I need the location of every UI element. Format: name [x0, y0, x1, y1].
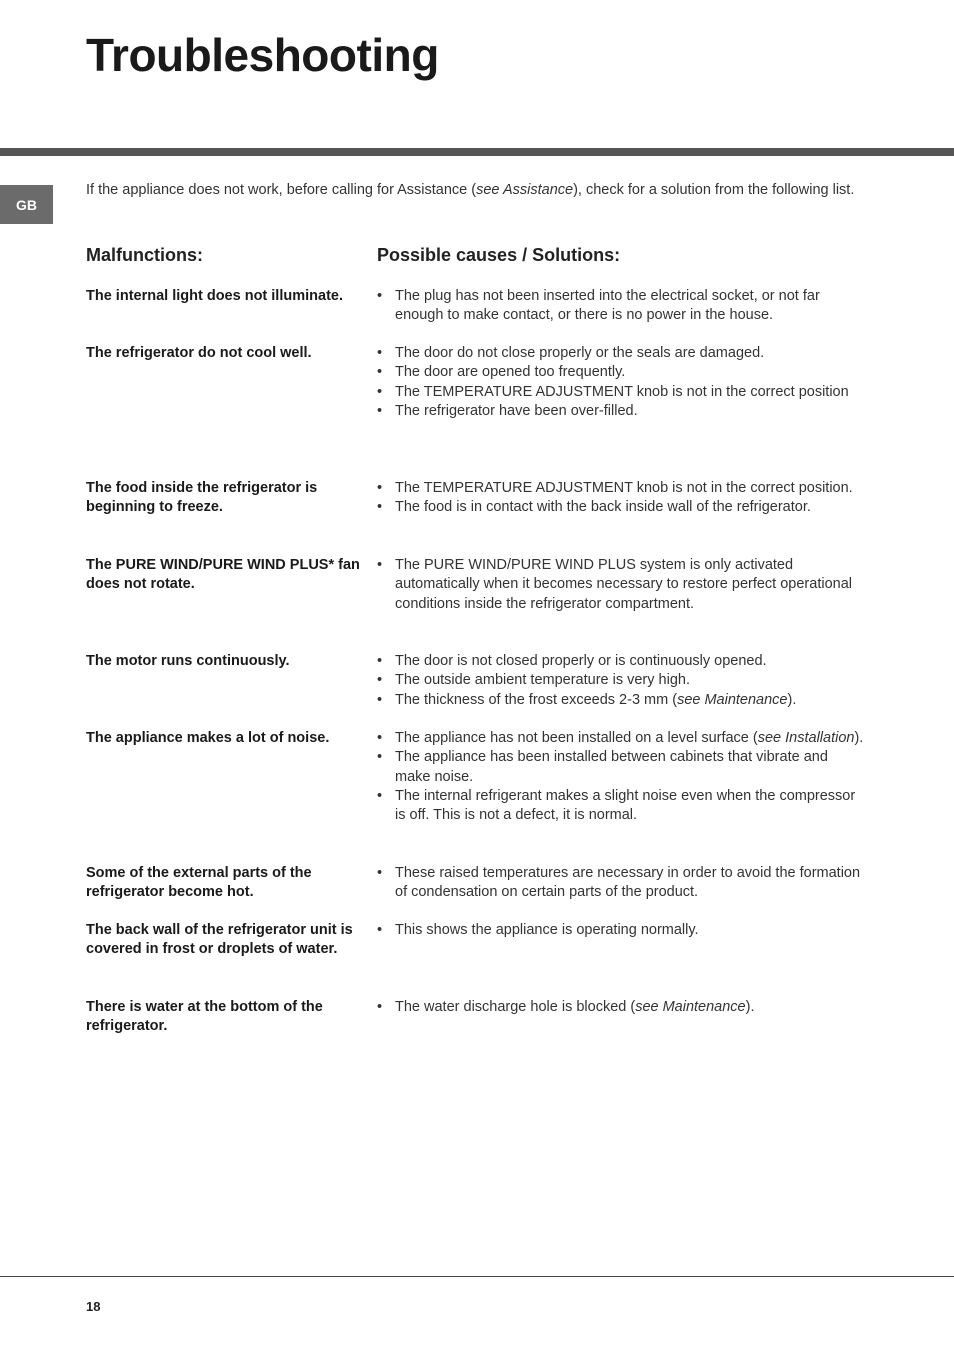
malfunction-text: The internal light does not illuminate. [86, 288, 343, 304]
cause-item: • These raised temperatures are necessary in order to avoid the formation of condensation on certain parts of the product. [377, 864, 867, 903]
causes-list [377, 921, 867, 940]
causes-list [377, 344, 867, 421]
cause-item [377, 998, 867, 1017]
header-divider [0, 148, 954, 156]
cause-item: • This shows the appliance is operating normally. [377, 921, 867, 940]
intro-text-end: ), check for a solution from the following list. [573, 182, 855, 198]
footer-divider [0, 1276, 954, 1277]
intro-text [86, 182, 854, 198]
malfunction-text: The appliance makes a lot of noise. [86, 730, 330, 746]
causes-list [377, 998, 867, 1017]
causes-list [377, 864, 867, 903]
cause-item [377, 691, 867, 710]
malfunction-text: The refrigerator do not cool well. [86, 345, 312, 361]
cause-reference: see Maintenance [635, 999, 746, 1015]
page-number: 18 [86, 1299, 101, 1314]
cause-item: • The door are opened too frequently. [377, 363, 867, 382]
malfunction-text: There is water at the bottom of the refrigerator. [86, 999, 323, 1035]
cause-item: • The outside ambient temperature is very high. [377, 671, 867, 690]
malfunction-text: The PURE WIND/PURE WIND PLUS* fan does not rotate. [86, 557, 360, 593]
malfunction-text: The back wall of the refrigerator unit is covered in frost or droplets of water. [86, 922, 353, 958]
cause-text: The thickness of the frost exceeds 2-3 mm ( [395, 691, 678, 708]
causes-list [377, 556, 867, 614]
cause-reference: see Installation [757, 730, 855, 746]
cause-text: The water discharge hole is blocked ( [395, 999, 636, 1015]
causes-list [377, 287, 867, 326]
cause-item: • The appliance has been installed between cabinets that vibrate and make noise. [377, 748, 867, 787]
language-tab: GB [0, 185, 53, 224]
causes-list [377, 729, 867, 825]
malfunctions-heading: Malfunctions: [86, 245, 203, 265]
cause-item: • The plug has not been inserted into the electrical socket, or not far enough to make contact, or there is no power in the house. [377, 287, 867, 326]
causes-list [377, 652, 867, 710]
cause-text-end: ). [745, 999, 755, 1015]
cause-item: • The TEMPERATURE ADJUSTMENT knob is not in the correct position. [377, 479, 867, 498]
cause-item: • The refrigerator have been over-filled. [377, 402, 867, 421]
cause-item: • The food is in contact with the back inside wall of the refrigerator. [377, 498, 867, 517]
malfunction-text: The motor runs continuously. [86, 653, 290, 669]
cause-text-end: ). [854, 730, 864, 746]
intro-reference: see Assistance [476, 182, 574, 198]
cause-text-end: ). [787, 691, 797, 708]
cause-item: • The PURE WIND/PURE WIND PLUS system is only activated automatically when it becomes necessary to restore perfect operational conditions inside the refrigerator compartment. [377, 556, 867, 614]
cause-item: • The door do not close properly or the seals are damaged. [377, 344, 867, 363]
intro-text-start: If the appliance does not work, before calling for Assistance ( [86, 182, 477, 198]
cause-item [377, 729, 867, 748]
cause-item: • The TEMPERATURE ADJUSTMENT knob is not in the correct position [377, 383, 867, 402]
cause-text: The appliance has not been installed on a level surface ( [395, 730, 758, 746]
malfunction-text: Some of the external parts of the refrigerator become hot. [86, 865, 312, 901]
malfunction-text: The food inside the refrigerator is beginning to freeze. [86, 480, 318, 516]
page-title: Troubleshooting [86, 29, 439, 81]
cause-reference: see Maintenance [677, 691, 788, 708]
cause-item: • The door is not closed properly or is continuously opened. [377, 652, 867, 671]
causes-list [377, 479, 867, 518]
causes-heading: Possible causes / Solutions: [377, 245, 621, 265]
cause-item: • The internal refrigerant makes a slight noise even when the compressor is off. This is not a defect, it is normal. [377, 787, 867, 826]
